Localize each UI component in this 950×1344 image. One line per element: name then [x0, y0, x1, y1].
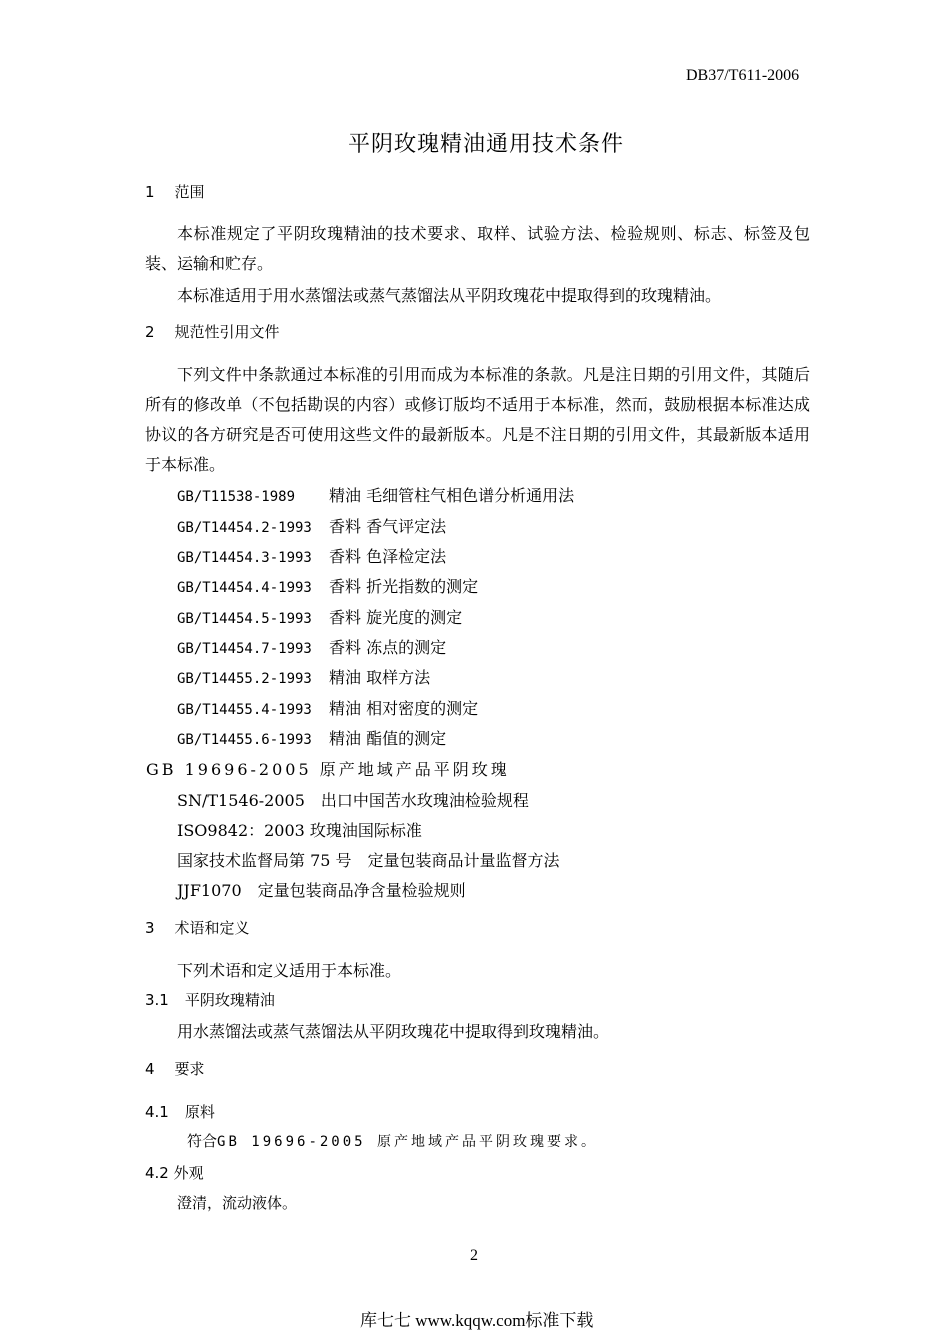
reference-title: 香料 色泽检定法 — [329, 547, 447, 566]
document-code: DB37/T611-2006 — [686, 67, 800, 84]
reference-code: GB/T14454.5-1993 — [177, 611, 312, 627]
section-3-1-title: 平阴玫瑰精油 — [184, 991, 275, 1009]
footer-watermark: 库七七 www.kqqw.com标准下载 — [360, 1311, 594, 1330]
reference-code: GB/T14454.3-1993 — [177, 550, 312, 566]
section-3-1-heading — [145, 989, 275, 1010]
section-1-heading — [145, 181, 205, 202]
section-1-title: 范围 — [174, 183, 205, 201]
reference-iso9842: ISO9842：2003 玫瑰油国际标准 — [177, 821, 422, 840]
section-3-number: 3 — [145, 919, 155, 937]
section-3-1-number: 3.1 — [145, 991, 169, 1009]
section-2-heading — [145, 321, 280, 342]
section-1-paragraph-2: 本标准适用于用水蒸馏法或蒸气蒸馏法从平阴玫瑰花中提取得到的玫瑰精油。 — [177, 286, 722, 305]
page-number: 2 — [470, 1247, 478, 1264]
reference-title: 精油 相对密度的测定 — [329, 699, 479, 718]
section-2-title: 规范性引用文件 — [174, 323, 280, 341]
reference-code: GB/T11538-1989 — [177, 489, 296, 505]
reference-bureau-75: 国家技术监督局第 75 号 定量包装商品计量监督方法 — [177, 851, 560, 870]
section-4-1-text — [187, 1130, 598, 1151]
section-4-number: 4 — [145, 1060, 155, 1078]
section-4-1-content: GB 19696-2005 原产地域产品平阴玫瑰要求。 — [217, 1134, 599, 1150]
reference-item — [177, 726, 446, 749]
reference-jjf1070: JJF1070 定量包装商品净含量检验规则 — [177, 881, 466, 900]
reference-title: 精油 毛细管柱气相色谱分析通用法 — [329, 486, 575, 505]
section-4-1-title: 原料 — [184, 1103, 215, 1121]
section-4-1-number: 4.1 — [145, 1103, 169, 1121]
section-3-title: 术语和定义 — [174, 919, 250, 937]
reference-code: GB/T14455.6-1993 — [177, 732, 312, 748]
reference-title: 香料 折光指数的测定 — [329, 577, 479, 596]
page-title: 平阴玫瑰精油通用技术条件 — [348, 132, 625, 157]
reference-sn-t1546: SN/T1546-2005 出口中国苦水玫瑰油检验规程 — [177, 791, 529, 810]
reference-title: 香料 旋光度的测定 — [329, 608, 463, 627]
reference-title: 香料 香气评定法 — [329, 517, 447, 536]
section-4-1-prefix: 符合 — [187, 1132, 218, 1150]
reference-code: GB/T14454.2-1993 — [177, 520, 312, 536]
section-4-2-text: 澄清，流动液体。 — [177, 1194, 298, 1212]
section-1-number: 1 — [145, 183, 155, 201]
reference-item — [177, 635, 446, 658]
section-2-number: 2 — [145, 323, 155, 341]
section-4-heading — [145, 1058, 205, 1079]
section-3-heading — [145, 917, 250, 938]
reference-code: GB/T14454.7-1993 — [177, 641, 312, 657]
reference-item — [177, 605, 462, 628]
section-2-intro: 下列文件中条款通过本标准的引用而成为本标准的条款。凡是注日期的引用文件，其随后所有的修改单（不包括勘误的内容）或修订版均不适用于本标准，然而，鼓励根据本标准达成协议的各方研究是否可使用这些文件的最新版本。凡是不注日期的引用文件，其最新版本适用于本标准。 — [145, 365, 810, 474]
section-4-2-heading: 4.2 外观 — [145, 1164, 204, 1182]
reference-item — [177, 483, 574, 506]
reference-item — [177, 696, 478, 719]
reference-item — [177, 665, 430, 688]
section-4-title: 要求 — [174, 1060, 205, 1078]
section-4-1-heading — [145, 1101, 215, 1122]
reference-item — [177, 574, 478, 597]
reference-code: GB/T14454.4-1993 — [177, 580, 312, 596]
section-3-1-definition: 用水蒸馏法或蒸气蒸馏法从平阴玫瑰花中提取得到玫瑰精油。 — [177, 1022, 610, 1041]
reference-item — [177, 544, 446, 567]
section-1-paragraph-1: 本标准规定了平阴玫瑰精油的技术要求、取样、试验方法、检验规则、标志、标签及包装、运输和贮存。 — [145, 224, 810, 273]
reference-title: 精油 取样方法 — [329, 668, 431, 687]
reference-item — [177, 514, 446, 537]
reference-code: GB/T14455.2-1993 — [177, 671, 312, 687]
section-3-intro: 下列术语和定义适用于本标准。 — [177, 961, 402, 980]
reference-gb19696: GB 19696-2005 原产地域产品平阴玫瑰 — [146, 760, 510, 779]
reference-title: 香料 冻点的测定 — [329, 638, 447, 657]
reference-code: GB/T14455.4-1993 — [177, 702, 312, 718]
reference-title: 精油 酯值的测定 — [329, 729, 447, 748]
